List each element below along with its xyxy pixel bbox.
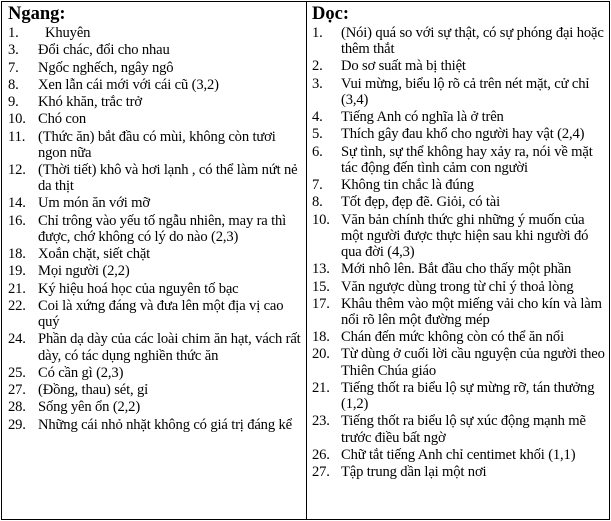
across-clue — [8, 382, 302, 398]
down-heading: Dọc: — [312, 4, 349, 24]
down-clue — [312, 109, 605, 125]
clue-number: 23. — [312, 413, 330, 430]
clue-text: Thích gây đau khổ cho người hay vật (2,4) — [341, 126, 585, 143]
clue-text: Khuyên — [38, 25, 91, 41]
across-clue — [8, 25, 302, 41]
clue-number: 20. — [312, 346, 330, 363]
clue-text: (Đồng, thau) sét, gỉ — [38, 382, 149, 399]
down-clue — [312, 380, 605, 412]
clue-number: 8. — [312, 194, 323, 211]
down-clue — [312, 464, 605, 480]
clue-number: 18. — [8, 246, 26, 263]
across-clue — [8, 213, 302, 245]
clue-text: Tiếng Anh có nghĩa là ở trên — [341, 109, 504, 126]
clue-number: 29. — [8, 416, 26, 433]
clue-number: 15. — [312, 278, 330, 295]
across-clue — [8, 331, 302, 363]
clue-text: Có cần gì (2,3) — [38, 364, 124, 381]
clue-text: Chó con — [38, 111, 86, 128]
clue-text: Văn ngược dùng trong từ chỉ ý thoả lòng — [341, 278, 574, 295]
clue-number: 25. — [8, 364, 26, 381]
down-clue — [312, 177, 605, 193]
clue-number: 21. — [312, 379, 330, 396]
clue-text: Vui mừng, biểu lộ rõ cả trên nét mặt, cử chỉ (3,4) — [341, 75, 590, 108]
across-clue-list — [8, 25, 302, 433]
clue-text: Văn bản chính thức ghi những ý muốn của một người được thực hiện sau khi người đó qua đời (4,3) — [341, 211, 589, 261]
clue-text: Tập trung dần lại một nơi — [341, 464, 487, 481]
clue-text: Chỉ trông vào yếu tố ngẫu nhiên, may ra thì được, chớ không có lý do nào (2,3) — [38, 212, 287, 245]
crossword-clues-table — [1, 1, 610, 520]
clue-text: Xoắn chặt, siết chặt — [38, 246, 151, 263]
clue-number: 13. — [312, 261, 330, 278]
clue-text: Tiếng thốt ra biểu lộ sự xúc động mạnh mẽ trước điều bất ngờ — [341, 413, 586, 446]
down-clue — [312, 296, 605, 328]
clue-number: 3. — [312, 75, 323, 92]
across-clue — [8, 60, 302, 76]
down-clue — [312, 76, 605, 108]
across-clue — [8, 94, 302, 110]
across-clue — [8, 246, 302, 262]
across-clue — [8, 162, 302, 194]
clue-text: (Thời tiết) khô và hơi lạnh , có thể làm nứt nẻ da thịt — [38, 161, 298, 195]
down-clue — [312, 144, 605, 176]
clue-number: 8. — [8, 76, 19, 93]
down-clue — [312, 58, 605, 74]
across-clue — [8, 281, 302, 297]
across-clue — [8, 417, 302, 433]
clue-text: Mới nhô lên. Bắt đầu cho thấy một phần — [341, 261, 572, 278]
clue-text: (Nói) quá so với sự thật, có sự phóng đại hoặc thêm thắt — [341, 25, 604, 58]
clue-text: (Thức ăn) bắt đầu có mùi, không còn tươi ngon nữa — [38, 128, 276, 161]
down-clue-list — [312, 25, 605, 480]
clue-number: 21. — [8, 280, 26, 297]
across-clue — [8, 399, 302, 415]
clue-number: 18. — [312, 329, 330, 346]
clue-number: 3. — [8, 42, 19, 59]
clue-text: Tiếng thốt ra biểu lộ sự mừng rỡ, tán thưởng (1,2) — [341, 379, 595, 413]
clue-text: Tốt đẹp, đẹp đẽ. Giỏi, có tài — [341, 194, 500, 211]
down-clue — [312, 279, 605, 295]
clue-text: Do sơ suất mà bị thiệt — [341, 58, 466, 75]
clue-number: 4. — [312, 109, 323, 126]
down-clue — [312, 126, 605, 142]
clue-number: 1. — [8, 25, 19, 41]
down-clue — [312, 329, 605, 345]
clue-text: Xen lẫn cái mới với cái cũ (3,2) — [38, 76, 219, 93]
clue-number: 10. — [8, 111, 26, 128]
down-clue — [312, 413, 605, 445]
clue-number: 26. — [312, 446, 330, 463]
down-clue — [312, 447, 605, 463]
clue-number: 27. — [312, 464, 330, 481]
clue-number: 27. — [8, 382, 26, 399]
clue-text: Phần dạ dày của các loài chim ăn hạt, vách rất dày, có tác dụng nghiền thức ăn — [38, 331, 301, 364]
clue-text: Sự tình, sự thể không hay xảy ra, nói về mặt tác động đến tình cảm con người — [341, 143, 593, 176]
down-clue — [312, 212, 605, 261]
clue-text: Từ dùng ở cuối lời cầu nguyện của người theo Thiên Chúa giáo — [341, 346, 605, 379]
clue-number: 28. — [8, 399, 26, 416]
clue-text: Ký hiệu hoá học của nguyên tố bạc — [38, 280, 239, 297]
across-clue — [8, 111, 302, 127]
clue-number: 22. — [8, 297, 26, 314]
clue-number: 12. — [8, 161, 26, 178]
clue-number: 19. — [8, 263, 26, 280]
across-clue — [8, 129, 302, 161]
across-clue — [8, 263, 302, 279]
clue-text: Chữ tắt tiếng Anh chỉ centimet khối (1,1) — [341, 446, 576, 463]
clue-number: 14. — [8, 195, 26, 212]
clue-text: Coi là xứng đáng và đưa lên một địa vị cao quý — [38, 297, 284, 331]
clue-text: Chán đến mức không còn có thể ăn nổi — [341, 329, 564, 346]
clue-number: 9. — [8, 94, 19, 110]
clue-number: 2. — [312, 58, 323, 75]
down-clue — [312, 261, 605, 277]
clue-number: 7. — [8, 59, 19, 76]
down-clue — [312, 25, 605, 57]
across-clue — [8, 298, 302, 330]
across-clue — [8, 42, 302, 58]
clue-text: Ngốc nghếch, ngây ngô — [38, 59, 174, 76]
clue-number: 24. — [8, 331, 26, 348]
across-clue — [8, 77, 302, 93]
clue-number: 16. — [8, 212, 26, 229]
clue-text: Không tin chắc là đúng — [341, 177, 474, 194]
clue-text: Khâu thêm vào một miếng vải cho kín và làm nổi rõ lên một đường mép — [341, 295, 602, 328]
clue-text: Khó khăn, trắc trở — [38, 94, 142, 110]
clue-number: 11. — [8, 128, 26, 145]
clue-text: Đổi chác, đổi cho nhau — [38, 42, 170, 59]
across-clue — [8, 195, 302, 211]
across-clue — [8, 365, 302, 381]
clue-text: Um món ăn với mỡ — [38, 195, 150, 212]
clue-text: Sống yên ổn (2,2) — [38, 399, 141, 416]
clue-number: 1. — [312, 25, 323, 41]
clue-number: 10. — [312, 211, 330, 228]
clue-number: 6. — [312, 143, 323, 160]
clue-text: Mọi người (2,2) — [38, 263, 130, 280]
down-clue — [312, 194, 605, 210]
across-column — [2, 2, 307, 519]
down-clue — [312, 346, 605, 378]
clue-number: 17. — [312, 295, 330, 312]
clue-text: Những cái nhỏ nhặt không có giá trị đáng kể — [38, 416, 292, 433]
clue-number: 5. — [312, 126, 323, 143]
clue-number: 7. — [312, 177, 323, 194]
across-heading: Ngang: — [8, 4, 66, 24]
down-column — [307, 2, 609, 519]
